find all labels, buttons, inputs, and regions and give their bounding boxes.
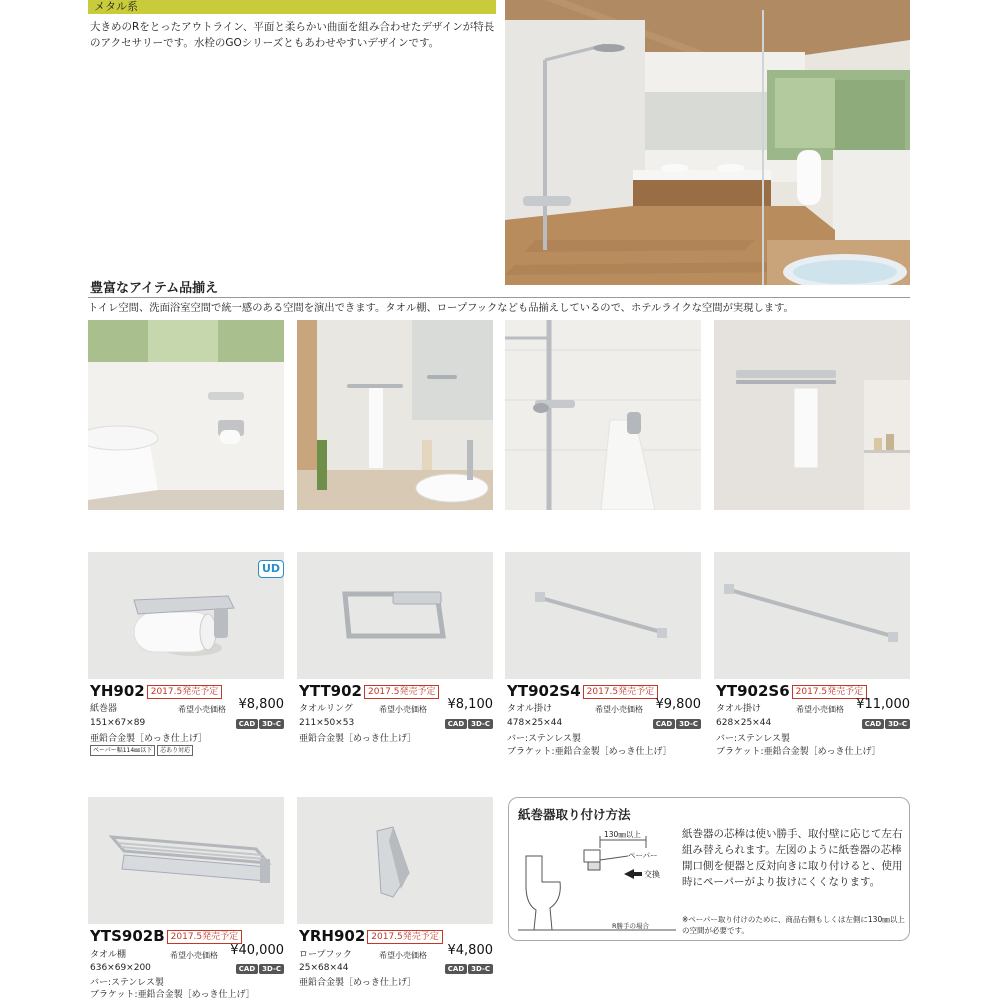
cad-tag: CAD bbox=[862, 719, 884, 729]
product-material: 亜鉛合金製［めっき仕上げ］ bbox=[90, 734, 208, 744]
cad-tag: CAD bbox=[236, 719, 258, 729]
product-image-yts902b bbox=[88, 797, 284, 924]
cad-3d-tag: 3D-C bbox=[676, 719, 701, 729]
diagram-paper-label: ペーパー bbox=[628, 851, 658, 860]
product-type-price-row: タオル掛け 希望小売価格 ¥9,800 bbox=[507, 697, 701, 714]
release-badge: 2017.5発売予定 bbox=[792, 685, 868, 699]
product-code-yrh902: YRH902 2017.5発売予定 bbox=[299, 927, 443, 945]
product-dims-row: 636×69×200 CAD 3D-C bbox=[90, 963, 284, 973]
release-badge: 2017.5発売予定 bbox=[364, 685, 440, 699]
product-type-price-row: ロープフック 希望小売価格 ¥4,800 bbox=[299, 943, 493, 960]
metal-series-description: 大きめのRをとったアウトライン、平面と柔らかい曲面を組み合わせたデザインが特長のアクセサリーです。水栓のGOシリーズともあわせやすいデザインです。 bbox=[90, 21, 495, 49]
product-type-price-row: タオル掛け 希望小売価格 ¥11,000 bbox=[716, 697, 910, 714]
product-dims-row: 628×25×44 CAD 3D-C bbox=[716, 718, 910, 728]
install-method-text: 紙巻器の芯棒は使い勝手、取付壁に応じて左右組み替えられます。左図のように紙巻器の芯棒開口側を便器と反対向きに取り付けると、使用時にペーパーがより抜けにくくなります。 bbox=[682, 828, 903, 888]
bathroom-hero-photo bbox=[505, 0, 910, 285]
install-method-title: 紙巻器取り付け方法 bbox=[518, 807, 631, 822]
product-type-price-row: タオルリング 希望小売価格 ¥8,100 bbox=[299, 697, 493, 714]
product-image-yh902 bbox=[88, 552, 284, 679]
diagram-caption: R勝手の場合 bbox=[612, 922, 650, 930]
cad-3d-tag: 3D-C bbox=[259, 719, 284, 729]
items-section-description: トイレ空間、洗面浴室空間で統一感のある空間を演出できます。タオル棚、ロープフックなども品揃えしているので、ホテルライクな空間が実現します。 bbox=[88, 302, 794, 314]
diagram-dimension-label: 130㎜以上 bbox=[604, 830, 641, 839]
section-divider bbox=[88, 297, 910, 298]
release-badge: 2017.5発売予定 bbox=[147, 685, 223, 699]
product-dims-row: 25×68×44 CAD 3D-C bbox=[299, 963, 493, 973]
items-section-title: 豊富なアイテム品揃え bbox=[90, 281, 219, 296]
product-price: ¥40,000 bbox=[230, 943, 284, 958]
product-image-yrh902 bbox=[297, 797, 493, 924]
product-price: ¥8,100 bbox=[447, 697, 493, 712]
install-method-note: ※ペーパー取り付けのために、商品右側もしくは左側に130㎜以上の空間が必要です。 bbox=[682, 915, 905, 935]
product-price: ¥4,800 bbox=[447, 943, 493, 958]
product-price: ¥11,000 bbox=[856, 697, 910, 712]
product-code-ytt902: YTT902 2017.5発売予定 bbox=[299, 682, 439, 700]
washroom-scene-photo bbox=[297, 320, 493, 510]
cad-3d-tag: 3D-C bbox=[468, 964, 493, 974]
product-material: 亜鉛合金製［めっき仕上げ］ bbox=[299, 978, 417, 988]
product-image-yt902s4 bbox=[505, 552, 701, 679]
shower-scene-photo bbox=[505, 320, 701, 510]
product-type-price-row: 紙巻器 希望小売価格 ¥8,800 bbox=[90, 697, 284, 714]
product-material: バー:ステンレス製 bbox=[90, 978, 164, 988]
cad-3d-tag: 3D-C bbox=[259, 964, 284, 974]
toilet-scene-photo bbox=[88, 320, 284, 510]
product-material: バー:ステンレス製 bbox=[716, 734, 790, 744]
metal-series-title: メタル系 bbox=[94, 0, 138, 13]
product-material-bracket: ブラケット:亜鉛合金製［めっき仕上げ］ bbox=[90, 990, 255, 1000]
product-image-ytt902 bbox=[297, 552, 493, 679]
cad-tag: CAD bbox=[445, 719, 467, 729]
product-material: 亜鉛合金製［めっき仕上げ］ bbox=[299, 734, 417, 744]
product-dims-row: 478×25×44 CAD 3D-C bbox=[507, 718, 701, 728]
product-type-price-row: タオル棚 希望小売価格 ¥40,000 bbox=[90, 943, 284, 960]
product-code-yt902s6: YT902S6 2017.5発売予定 bbox=[716, 682, 867, 700]
diagram-swap-label: 交換 bbox=[644, 870, 660, 879]
release-badge: 2017.5発売予定 bbox=[167, 930, 243, 944]
cad-3d-tag: 3D-C bbox=[468, 719, 493, 729]
cad-tag: CAD bbox=[445, 964, 467, 974]
install-diagram bbox=[516, 826, 678, 936]
cad-tag: CAD bbox=[236, 964, 258, 974]
product-dims-row: 211×50×53 CAD 3D-C bbox=[299, 718, 493, 728]
metal-series-bar bbox=[88, 0, 496, 14]
product-material-bracket: ブラケット:亜鉛合金製［めっき仕上げ］ bbox=[507, 747, 672, 757]
universal-design-icon: UD bbox=[258, 560, 284, 578]
swap-arrow-icon bbox=[624, 869, 642, 879]
product-dims-row: 151×67×89 CAD 3D-C bbox=[90, 718, 284, 728]
cad-3d-tag: 3D-C bbox=[885, 719, 910, 729]
product-code-yts902b: YTS902B 2017.5発売予定 bbox=[90, 927, 242, 945]
release-badge: 2017.5発売予定 bbox=[583, 685, 659, 699]
product-notes: ペーパー幅114㎜以下 芯あり対応 bbox=[90, 745, 195, 756]
product-material-bracket: ブラケット:亜鉛合金製［めっき仕上げ］ bbox=[716, 747, 881, 757]
release-badge: 2017.5発売予定 bbox=[367, 930, 443, 944]
product-code-yt902s4: YT902S4 2017.5発売予定 bbox=[507, 682, 658, 700]
cad-tag: CAD bbox=[653, 719, 675, 729]
towel-shelf-scene-photo bbox=[714, 320, 910, 510]
product-code-yh902: YH902 2017.5発売予定 bbox=[90, 682, 222, 700]
product-image-yt902s6 bbox=[714, 552, 910, 679]
product-material: バー:ステンレス製 bbox=[507, 734, 581, 744]
product-price: ¥9,800 bbox=[655, 697, 701, 712]
product-price: ¥8,800 bbox=[238, 697, 284, 712]
